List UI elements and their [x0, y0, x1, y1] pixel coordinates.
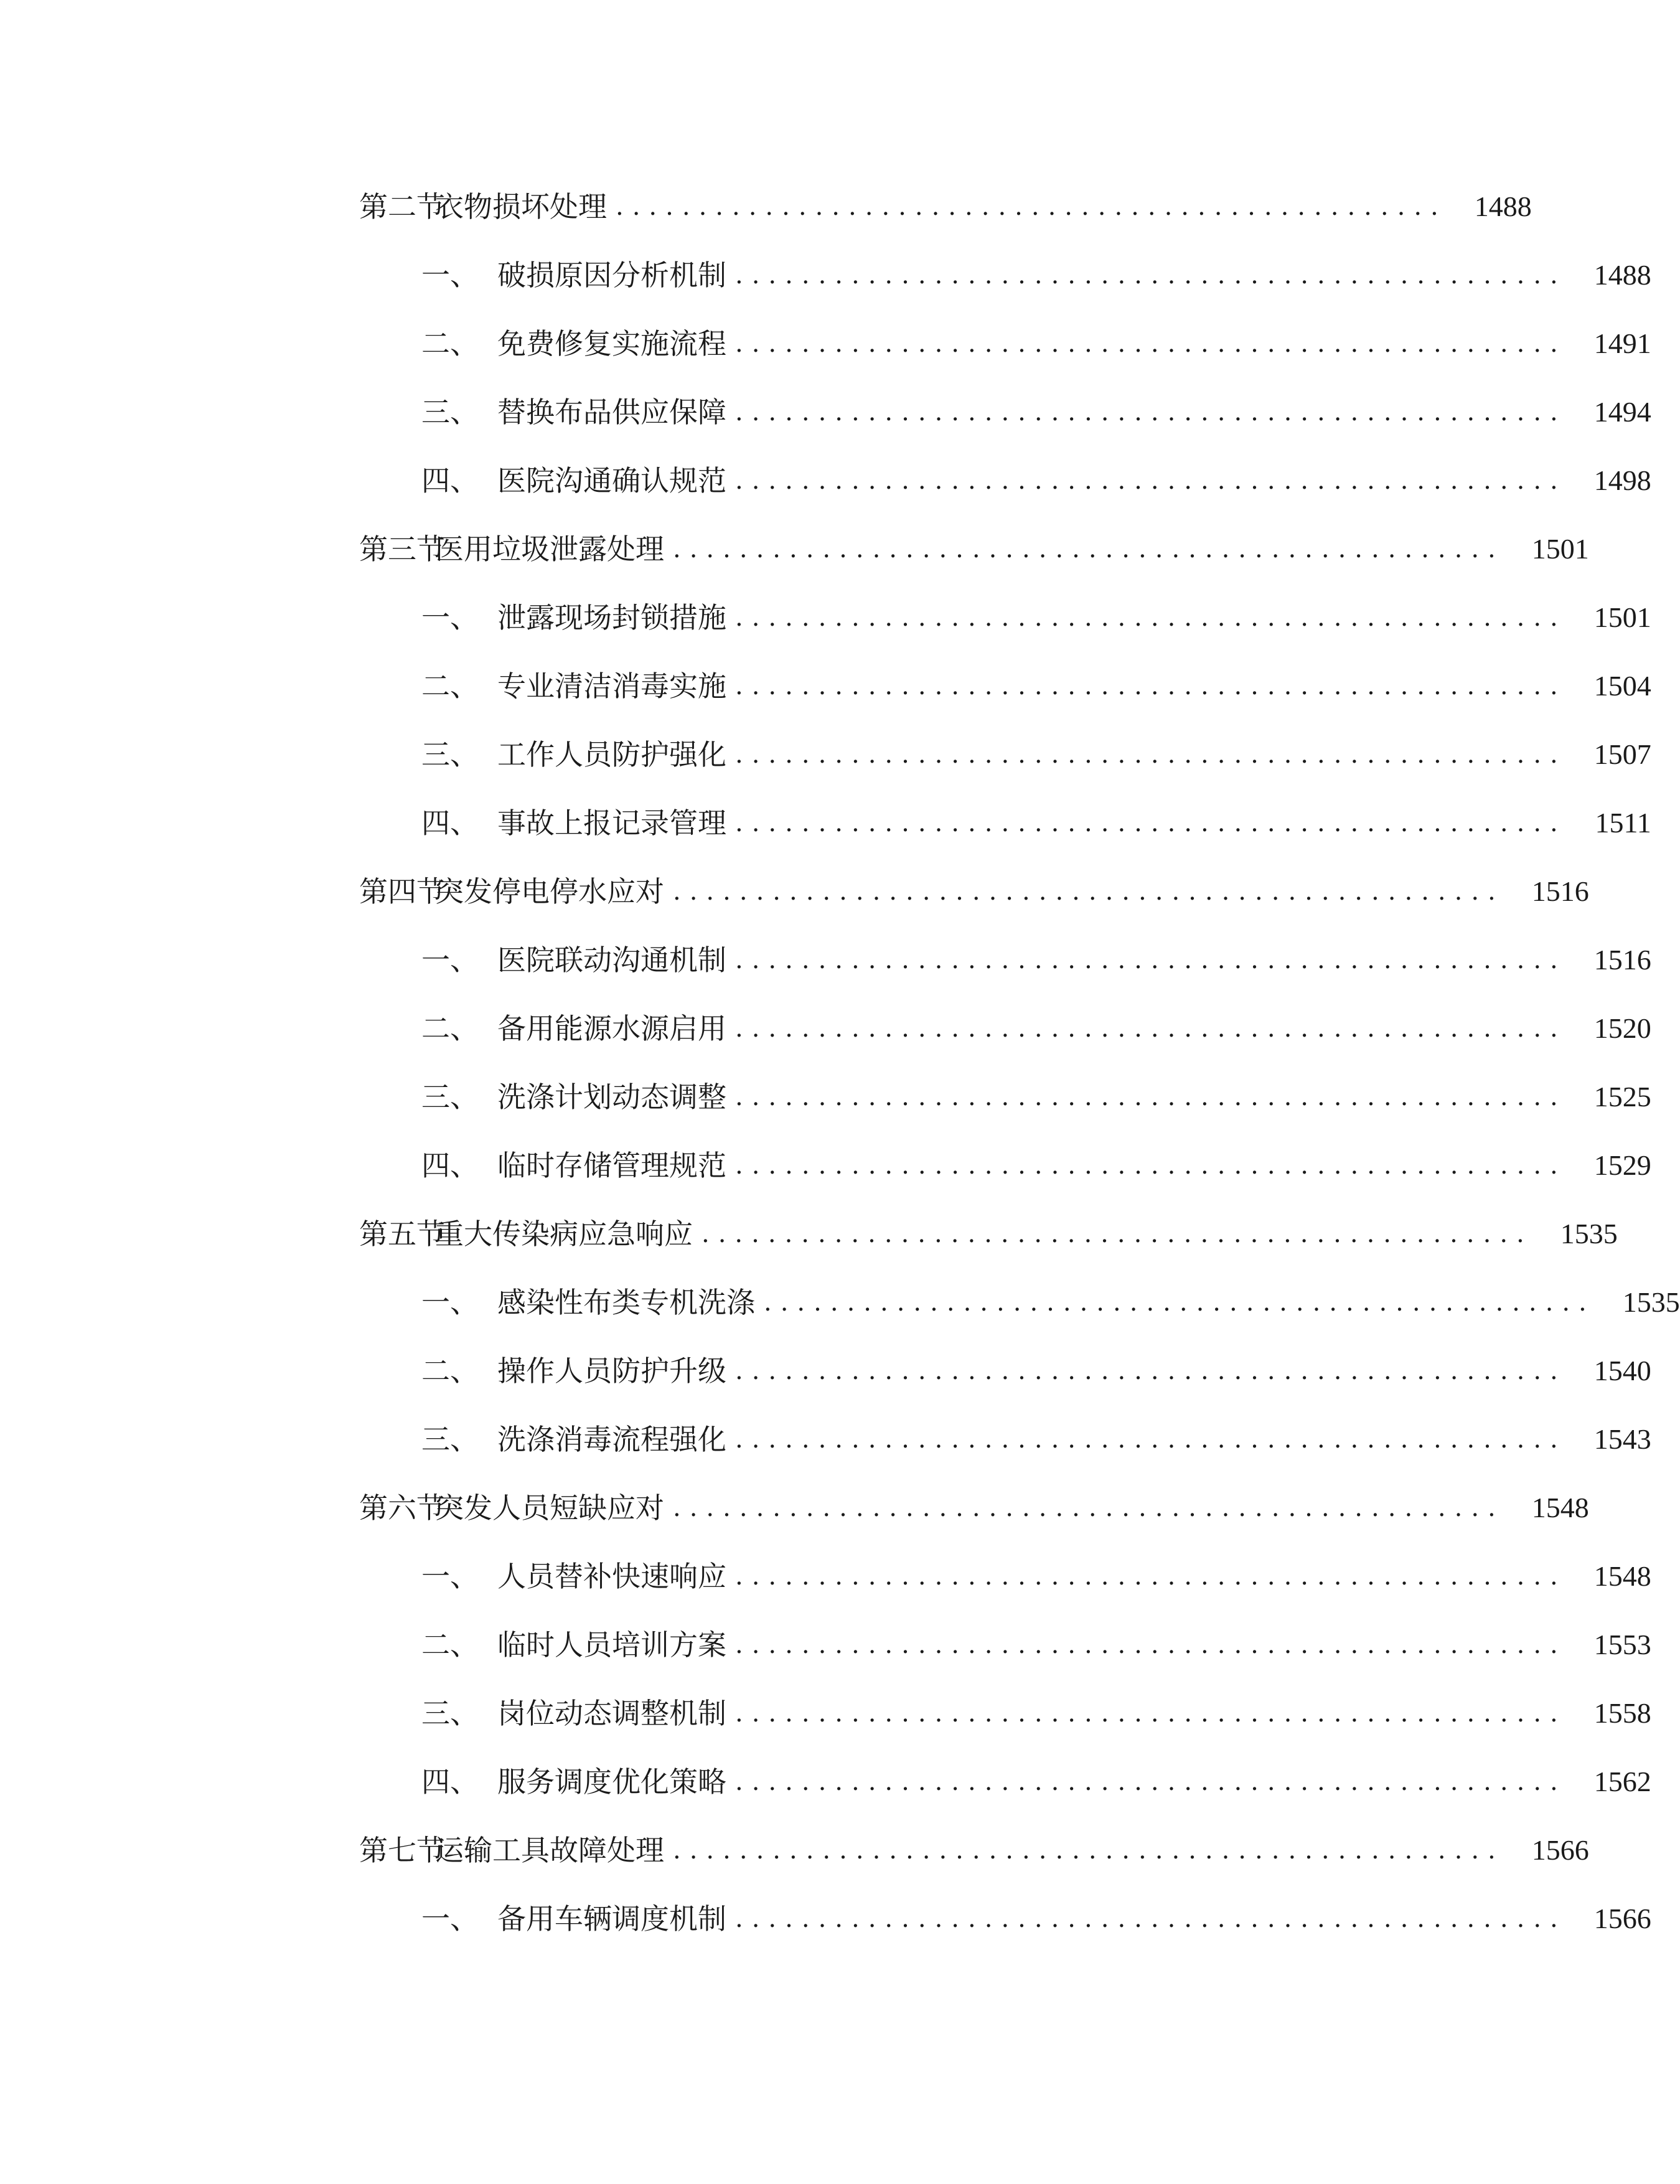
dot-leader: .................................................. [735, 1425, 1567, 1454]
toc-subsection-entry[interactable] [421, 456, 1651, 506]
subsection-number: 二、 [421, 1628, 479, 1662]
subsection-number: 一、 [421, 258, 479, 292]
dot-leader: .................................................. [735, 946, 1567, 974]
page-number: 1566 [1531, 1834, 1589, 1866]
page-number: 1529 [1593, 1149, 1651, 1181]
page-number: 1548 [1593, 1560, 1651, 1592]
dot-leader: .................................................. [673, 1836, 1504, 1865]
section-number: 第四节 [359, 875, 445, 908]
section-number: 第七节 [359, 1833, 445, 1867]
toc-subsection-entry[interactable] [421, 1004, 1651, 1053]
page-number: 1507 [1593, 738, 1651, 770]
toc-subsection-entry[interactable] [421, 593, 1651, 642]
toc-subsection-entry[interactable] [421, 798, 1651, 848]
toc-subsection-entry[interactable] [421, 1141, 1651, 1190]
entry-title: 备用车辆调度机制 [497, 1902, 726, 1936]
entry-title: 医用垃圾泄露处理 [435, 532, 664, 566]
dot-leader: .................................................. [764, 1288, 1595, 1317]
page-number: 1562 [1593, 1766, 1651, 1797]
page-number: 1494 [1593, 396, 1651, 428]
toc-subsection-entry[interactable] [421, 1278, 1680, 1327]
toc-subsection-entry[interactable] [421, 1346, 1651, 1396]
toc-section-entry[interactable] [359, 867, 1589, 916]
dot-leader: .................................................. [735, 809, 1567, 837]
subsection-number: 四、 [421, 464, 479, 497]
page-number: 1543 [1593, 1423, 1651, 1455]
page-number: 1540 [1593, 1355, 1651, 1386]
toc-section-entry[interactable] [359, 1209, 1618, 1259]
dot-leader: .................................................. [735, 261, 1567, 289]
dot-leader: .................................................. [673, 877, 1504, 906]
page-number: 1553 [1593, 1629, 1651, 1660]
toc-section-entry[interactable] [359, 1483, 1589, 1533]
subsection-number: 一、 [421, 1902, 479, 1936]
subsection-number: 四、 [421, 806, 479, 840]
dot-leader: .................................................. [673, 1494, 1504, 1522]
entry-title: 事故上报记录管理 [497, 806, 726, 840]
subsection-number: 二、 [421, 1354, 479, 1388]
toc-section-entry[interactable] [359, 182, 1532, 232]
subsection-number: 一、 [421, 943, 479, 977]
dot-leader: .................................................. [735, 1151, 1567, 1180]
page-number: 1548 [1531, 1492, 1589, 1523]
dot-leader: .................................................. [616, 192, 1447, 221]
dot-leader: .................................................. [735, 1699, 1567, 1728]
entry-title: 备用能源水源启用 [497, 1012, 726, 1045]
subsection-number: 四、 [421, 1765, 479, 1799]
page-number: 1516 [1593, 944, 1651, 976]
toc-subsection-entry[interactable] [421, 661, 1651, 711]
dot-leader: .................................................. [735, 398, 1567, 426]
toc-subsection-entry[interactable] [421, 1072, 1651, 1122]
dot-leader: .................................................. [735, 1083, 1567, 1111]
dot-leader: .................................................. [735, 1631, 1567, 1659]
dot-leader: .................................................. [735, 1014, 1567, 1043]
subsection-number: 二、 [421, 327, 479, 360]
subsection-number: 三、 [421, 1080, 479, 1114]
entry-title: 岗位动态调整机制 [497, 1697, 726, 1730]
page-number: 1520 [1593, 1012, 1651, 1044]
entry-title: 专业清洁消毒实施 [497, 669, 726, 703]
dot-leader: .................................................. [673, 535, 1504, 563]
entry-title: 临时人员培训方案 [497, 1628, 726, 1662]
page-number: 1558 [1593, 1697, 1651, 1729]
section-number: 第二节 [359, 190, 445, 224]
dot-leader: .................................................. [735, 329, 1567, 358]
entry-title: 临时存储管理规范 [497, 1149, 726, 1182]
dot-leader: .................................................. [735, 1562, 1567, 1591]
page-number: 1491 [1593, 327, 1651, 359]
entry-title: 免费修复实施流程 [497, 327, 726, 360]
subsection-number: 二、 [421, 1012, 479, 1045]
page-number: 1488 [1474, 191, 1532, 222]
entry-title: 突发停电停水应对 [435, 875, 664, 908]
entry-title: 衣物损坏处理 [435, 190, 607, 224]
dot-leader: .................................................. [735, 1357, 1567, 1385]
subsection-number: 四、 [421, 1149, 479, 1182]
page-number: 1501 [1593, 601, 1651, 633]
section-number: 第六节 [359, 1491, 445, 1525]
toc-subsection-entry[interactable] [421, 1688, 1651, 1738]
page-number: 1516 [1531, 875, 1589, 907]
subsection-number: 三、 [421, 395, 479, 429]
toc-subsection-entry[interactable] [421, 1414, 1651, 1464]
toc-subsection-entry[interactable] [421, 319, 1651, 369]
toc-subsection-entry[interactable] [421, 387, 1651, 437]
toc-section-entry[interactable] [359, 524, 1589, 574]
page-number: 1504 [1593, 670, 1651, 702]
toc-subsection-entry[interactable] [421, 250, 1651, 300]
toc-subsection-entry[interactable] [421, 935, 1651, 985]
page-number: 1498 [1593, 464, 1651, 496]
dot-leader: .................................................. [735, 466, 1567, 495]
toc-subsection-entry[interactable] [421, 730, 1651, 779]
toc-subsection-entry[interactable] [421, 1620, 1651, 1670]
entry-title: 突发人员短缺应对 [435, 1491, 664, 1525]
toc-subsection-entry[interactable] [421, 1894, 1651, 1944]
page-number: 1511 [1595, 807, 1651, 839]
entry-title: 运输工具故障处理 [435, 1833, 664, 1867]
entry-title: 操作人员防护升级 [497, 1354, 726, 1388]
entry-title: 服务调度优化策略 [497, 1765, 726, 1799]
entry-title: 医院联动沟通机制 [497, 943, 726, 977]
dot-leader: .................................................. [735, 672, 1567, 700]
entry-title: 医院沟通确认规范 [497, 464, 726, 497]
toc-section-entry[interactable] [359, 1825, 1589, 1875]
page-number: 1525 [1593, 1081, 1651, 1113]
section-number: 第五节 [359, 1217, 445, 1251]
subsection-number: 二、 [421, 669, 479, 703]
dot-leader: .................................................. [735, 1767, 1567, 1796]
dot-leader: .................................................. [735, 603, 1567, 632]
subsection-number: 一、 [421, 1286, 479, 1319]
dot-leader: .................................................. [735, 740, 1567, 769]
entry-title: 泄露现场封锁措施 [497, 601, 726, 634]
page-number: 1488 [1593, 259, 1651, 291]
section-number: 第三节 [359, 532, 445, 566]
entry-title: 工作人员防护强化 [497, 738, 726, 771]
page-number: 1535 [1560, 1218, 1618, 1250]
subsection-number: 一、 [421, 601, 479, 634]
dot-leader: .................................................. [735, 1904, 1567, 1933]
entry-title: 破损原因分析机制 [497, 258, 726, 292]
subsection-number: 一、 [421, 1560, 479, 1593]
entry-title: 替换布品供应保障 [497, 395, 726, 429]
subsection-number: 三、 [421, 1697, 479, 1730]
toc-subsection-entry[interactable] [421, 1551, 1651, 1601]
subsection-number: 三、 [421, 738, 479, 771]
page-number: 1535 [1622, 1286, 1680, 1318]
entry-title: 洗涤消毒流程强化 [497, 1423, 726, 1456]
dot-leader: .................................................. [702, 1220, 1533, 1248]
entry-title: 感染性布类专机洗涤 [497, 1286, 755, 1319]
subsection-number: 三、 [421, 1423, 479, 1456]
entry-title: 重大传染病应急响应 [435, 1217, 693, 1251]
page-number: 1501 [1531, 533, 1589, 565]
entry-title: 洗涤计划动态调整 [497, 1080, 726, 1114]
page-number: 1566 [1593, 1903, 1651, 1934]
entry-title: 人员替补快速响应 [497, 1560, 726, 1593]
toc-subsection-entry[interactable] [421, 1757, 1651, 1807]
